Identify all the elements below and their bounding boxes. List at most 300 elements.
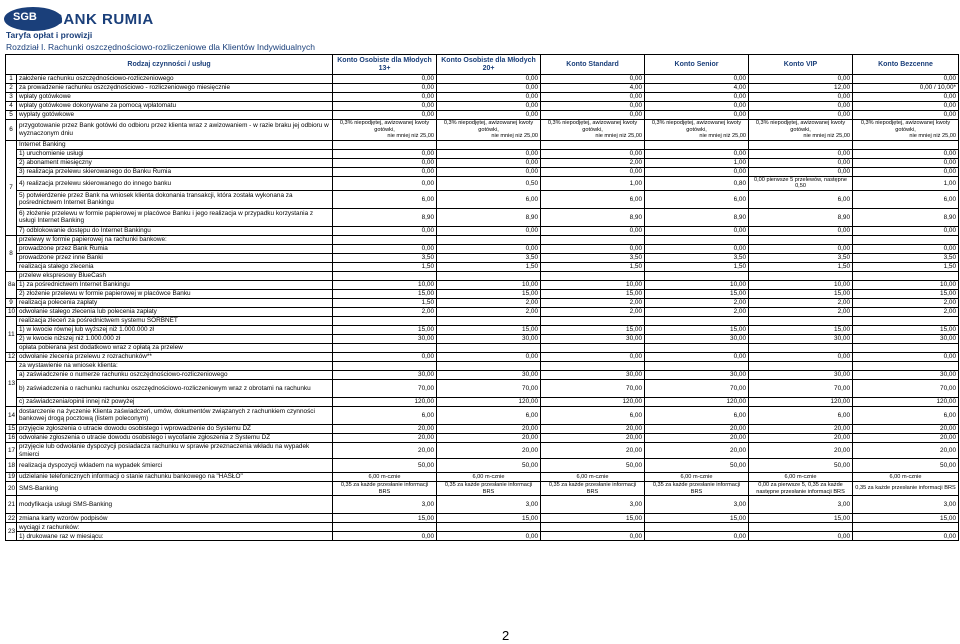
empty-cell bbox=[749, 316, 853, 325]
header-konto-20: Konto Osobiste dla Młodych 20+ bbox=[437, 55, 541, 75]
fee-cell: 0,00 bbox=[853, 75, 959, 84]
fee-cell-line: 0,3% niepodjętej, awizowanej kwoty gotówki, bbox=[339, 120, 430, 133]
fee-cell: 6,00 m-cznie bbox=[749, 473, 853, 482]
service-label: 6) złożenie przelewu w formie papierowej w placówce Banku i jego realizacja w przypadku korzystania z usługi Internet Banking bbox=[17, 208, 333, 226]
fee-cell: 0,00 bbox=[749, 226, 853, 235]
empty-cell bbox=[333, 235, 437, 244]
fee-cell: 0,00 bbox=[437, 158, 541, 167]
fee-cell: 15,00 bbox=[853, 514, 959, 523]
fee-cell: 70,00 bbox=[541, 379, 645, 397]
table-row bbox=[6, 298, 959, 307]
empty-cell bbox=[645, 316, 749, 325]
fee-cell: 0,00 bbox=[333, 352, 437, 361]
row-number: 6 bbox=[6, 120, 17, 141]
fee-cell bbox=[645, 120, 749, 141]
fee-cell: 70,00 bbox=[853, 379, 959, 397]
service-label: dostarczenie na życzenie Klienta zaświadczeń, umów, dokumentów związanych z rachunkiem czynności bankowej drogą pocztową (listem poleconym) bbox=[17, 406, 333, 424]
fee-cell: 50,00 bbox=[645, 459, 749, 473]
fee-cell: 0,00 bbox=[333, 111, 437, 120]
fee-cell: 0,35 za każde przesłanie informacji BRS bbox=[333, 482, 437, 496]
service-label: Internet Banking bbox=[17, 140, 333, 149]
fee-cell: 0,00 bbox=[645, 244, 749, 253]
fee-cell: 3,00 bbox=[541, 496, 645, 514]
service-label: modyfikacja usługi SMS-Banking bbox=[17, 496, 333, 514]
empty-cell bbox=[645, 523, 749, 532]
fee-cell: 12,00 bbox=[749, 84, 853, 93]
fee-cell: 6,00 bbox=[749, 190, 853, 208]
fee-cell: 1,50 bbox=[853, 262, 959, 271]
empty-cell bbox=[749, 140, 853, 149]
empty-cell bbox=[541, 140, 645, 149]
fee-cell: 1,50 bbox=[645, 262, 749, 271]
empty-cell bbox=[541, 523, 645, 532]
fee-cell: 15,00 bbox=[541, 514, 645, 523]
fee-cell: 20,00 bbox=[749, 442, 853, 458]
service-label: za wystawienie na wniosek klienta: bbox=[17, 361, 333, 370]
fee-cell: 0,00 bbox=[749, 111, 853, 120]
table-row bbox=[6, 208, 959, 226]
service-label: odwołanie zgłoszenia o utracie dowodu osobistego i wycofanie zgłoszenia z Systemu DZ bbox=[17, 433, 333, 442]
fee-cell: 0,00 bbox=[437, 84, 541, 93]
table-row bbox=[6, 316, 959, 325]
service-label: udzielanie telefonicznych informacji o stanie rachunku bankowego na "HASŁO" bbox=[17, 473, 333, 482]
fee-cell bbox=[333, 120, 437, 141]
row-number: 7 bbox=[6, 140, 17, 235]
fee-cell: 15,00 bbox=[437, 289, 541, 298]
fee-cell: 0,00 bbox=[333, 532, 437, 541]
fee-cell: 0,00 za pierwsze 5, 0,35 za każde następne przesłanie informacji BRS bbox=[749, 482, 853, 496]
fee-cell: 0,00 bbox=[853, 167, 959, 176]
fee-cell-line: 0,3% niepodjętej, awizowanej kwoty gotówki, bbox=[860, 120, 951, 133]
fee-cell: 2,00 bbox=[749, 298, 853, 307]
fee-cell: 30,00 bbox=[853, 334, 959, 343]
fee-cell: 3,50 bbox=[853, 253, 959, 262]
fee-cell: 0,00 bbox=[853, 102, 959, 111]
fee-cell: 0,35 za każde przesłanie informacji BRS bbox=[541, 482, 645, 496]
fee-cell: 0,00 bbox=[749, 158, 853, 167]
fee-cell: 120,00 bbox=[541, 397, 645, 406]
fee-cell: 15,00 bbox=[749, 289, 853, 298]
fee-cell: 20,00 bbox=[853, 424, 959, 433]
fee-cell: 30,00 bbox=[333, 370, 437, 379]
service-label: prowadzone przez Bank Rumia bbox=[17, 244, 333, 253]
empty-cell bbox=[749, 361, 853, 370]
fee-cell: 30,00 bbox=[541, 334, 645, 343]
empty-cell bbox=[645, 343, 749, 352]
table-row bbox=[6, 102, 959, 111]
fee-cell: 0,00 bbox=[645, 532, 749, 541]
fee-cell: 15,00 bbox=[645, 325, 749, 334]
fee-cell: 30,00 bbox=[645, 334, 749, 343]
table-row bbox=[6, 140, 959, 149]
table-row bbox=[6, 244, 959, 253]
table-row bbox=[6, 397, 959, 406]
fee-cell: 30,00 bbox=[645, 370, 749, 379]
fee-cell: 0,00 bbox=[749, 93, 853, 102]
fee-cell: 2,00 bbox=[437, 307, 541, 316]
empty-cell bbox=[853, 235, 959, 244]
header-service: Rodzaj czynności / usług bbox=[6, 55, 333, 75]
fee-cell: 0,00 bbox=[437, 167, 541, 176]
empty-cell bbox=[541, 271, 645, 280]
table-row bbox=[6, 271, 959, 280]
fee-cell: 8,90 bbox=[541, 208, 645, 226]
fee-cell: 0,00 bbox=[645, 167, 749, 176]
fee-cell: 30,00 bbox=[541, 370, 645, 379]
empty-cell bbox=[749, 343, 853, 352]
fee-cell: 0,00 bbox=[541, 226, 645, 235]
fee-cell: 2,00 bbox=[645, 307, 749, 316]
empty-cell bbox=[541, 235, 645, 244]
page-number: 2 bbox=[502, 628, 510, 643]
fee-cell: 6,00 bbox=[645, 190, 749, 208]
fee-cell: 20,00 bbox=[541, 433, 645, 442]
fee-cell: 1,00 bbox=[853, 176, 959, 190]
row-number: 16 bbox=[6, 433, 17, 442]
fee-cell: 6,00 bbox=[853, 406, 959, 424]
fee-cell: 6,00 m-cznie bbox=[437, 473, 541, 482]
fee-cell-line: nie mniej niż 25,00 bbox=[595, 133, 643, 140]
row-number: 1 bbox=[6, 75, 17, 84]
service-label: SMS-Banking bbox=[17, 482, 333, 496]
fee-cell: 3,00 bbox=[437, 496, 541, 514]
row-number: 8a bbox=[6, 271, 17, 298]
fee-cell-line: 0,3% niepodjętej, awizowanej kwoty gotówki, bbox=[651, 120, 742, 133]
fee-cell bbox=[437, 120, 541, 141]
fee-cell: 0,00 bbox=[749, 75, 853, 84]
fee-cell: 1,50 bbox=[541, 262, 645, 271]
fee-cell: 10,00 bbox=[333, 280, 437, 289]
fee-cell: 10,00 bbox=[645, 280, 749, 289]
service-label: b) zaświadczenia o rachunku rachunku oszczędnościowo-rozliczeniowym wraz z obrotami na rachunku bbox=[17, 379, 333, 397]
fee-cell: 3,00 bbox=[853, 496, 959, 514]
fee-table-body bbox=[6, 75, 959, 541]
fee-cell: 0,00 bbox=[853, 158, 959, 167]
table-row bbox=[6, 514, 959, 523]
table-row bbox=[6, 370, 959, 379]
fee-cell: 50,00 bbox=[541, 459, 645, 473]
fee-cell: 2,00 bbox=[645, 298, 749, 307]
service-label: odwołanie stałego zlecenia lub polecenia zapłaty bbox=[17, 307, 333, 316]
fee-cell: 0,00 bbox=[541, 102, 645, 111]
service-label: wpłaty gotówkowe dokonywane za pomocą wpłatomatu bbox=[17, 102, 333, 111]
fee-cell: 0,00 bbox=[541, 244, 645, 253]
fee-cell: 0,00 bbox=[437, 111, 541, 120]
service-label: 2) w kwocie niższej niż 1.000.000 zł bbox=[17, 334, 333, 343]
fee-cell: 15,00 bbox=[333, 325, 437, 334]
fee-cell: 6,00 m-cznie bbox=[541, 473, 645, 482]
fee-cell: 0,00 pierwsze 5 przelewów, następne 0,50 bbox=[749, 176, 853, 190]
fee-cell: 4,00 bbox=[645, 84, 749, 93]
fee-cell: 3,50 bbox=[749, 253, 853, 262]
row-number: 22 bbox=[6, 514, 17, 523]
fee-cell: 2,00 bbox=[541, 307, 645, 316]
fee-cell: 0,50 bbox=[437, 176, 541, 190]
empty-cell bbox=[333, 140, 437, 149]
row-number: 10 bbox=[6, 307, 17, 316]
empty-cell bbox=[437, 140, 541, 149]
fee-cell: 6,00 m-cznie bbox=[853, 473, 959, 482]
fee-cell: 3,50 bbox=[645, 253, 749, 262]
fee-cell: 0,00 bbox=[853, 93, 959, 102]
service-label: 1) drukowane raz w miesiącu: bbox=[17, 532, 333, 541]
fee-cell: 0,00 bbox=[749, 102, 853, 111]
fee-cell: 10,00 bbox=[749, 280, 853, 289]
fee-cell: 0,00 bbox=[645, 102, 749, 111]
fee-cell: 0,00 bbox=[437, 244, 541, 253]
fee-cell: 0,00 bbox=[437, 102, 541, 111]
header-konto-vip: Konto VIP bbox=[749, 55, 853, 75]
table-row bbox=[6, 523, 959, 532]
empty-cell bbox=[437, 343, 541, 352]
empty-cell bbox=[333, 316, 437, 325]
service-label: a) zaświadczenie o numerze rachunku oszczędnościowo-rozliczeniowego bbox=[17, 370, 333, 379]
fee-cell-line: 0,3% niepodjętej, awizowanej kwoty gotówki, bbox=[547, 120, 638, 133]
header-konto-standard: Konto Standard bbox=[541, 55, 645, 75]
fee-cell: 0,00 bbox=[853, 226, 959, 235]
fee-cell: 0,00 bbox=[333, 167, 437, 176]
fee-cell: 50,00 bbox=[853, 459, 959, 473]
logo-sgb: SGB bbox=[13, 11, 37, 23]
fee-cell: 6,00 bbox=[541, 406, 645, 424]
fee-cell: 70,00 bbox=[333, 379, 437, 397]
table-row bbox=[6, 280, 959, 289]
service-label: przyjęcie zgłoszenia o utracie dowodu osobistego i wprowadzenie do Systemu DZ bbox=[17, 424, 333, 433]
row-number: 15 bbox=[6, 424, 17, 433]
fee-cell: 3,50 bbox=[541, 253, 645, 262]
table-row bbox=[6, 307, 959, 316]
service-label: wypłaty gotówkowe bbox=[17, 111, 333, 120]
row-number: 4 bbox=[6, 102, 17, 111]
fee-cell: 0,00 bbox=[749, 149, 853, 158]
table-row bbox=[6, 120, 959, 141]
service-label: 2) złożenie przelewu w formie papierowej w placówce Banku bbox=[17, 289, 333, 298]
table-row bbox=[6, 442, 959, 458]
fee-cell: 120,00 bbox=[437, 397, 541, 406]
fee-cell: 0,00 bbox=[541, 93, 645, 102]
service-label: prowadzone przez inne Banki bbox=[17, 253, 333, 262]
fee-cell: 15,00 bbox=[749, 325, 853, 334]
fee-cell: 0,00 bbox=[333, 84, 437, 93]
fee-cell: 1,50 bbox=[333, 298, 437, 307]
empty-cell bbox=[541, 316, 645, 325]
fee-cell: 0,35 za każde przesłanie informacji BRS bbox=[645, 482, 749, 496]
fee-cell-line: 0,3% niepodjętej, awizowanej kwoty gotówki, bbox=[443, 120, 534, 133]
fee-cell: 20,00 bbox=[333, 442, 437, 458]
header-konto-13: Konto Osobiste dla Młodych 13+ bbox=[333, 55, 437, 75]
fee-cell: 30,00 bbox=[333, 334, 437, 343]
fee-cell: 2,00 bbox=[749, 307, 853, 316]
service-label: 1) uruchomienie usługi bbox=[17, 149, 333, 158]
service-label: 5) potwierdzenie przez Bank na wniosek klienta dokonania transakcji, która została wykonana za pośrednictwem Internet Bankingu bbox=[17, 190, 333, 208]
fee-cell: 0,00 bbox=[437, 226, 541, 235]
row-number: 3 bbox=[6, 93, 17, 102]
table-row bbox=[6, 176, 959, 190]
fee-cell: 6,00 bbox=[437, 406, 541, 424]
row-number: 14 bbox=[6, 406, 17, 424]
fee-cell: 8,90 bbox=[749, 208, 853, 226]
row-number: 19 bbox=[6, 473, 17, 482]
fee-cell: 30,00 bbox=[853, 370, 959, 379]
fee-cell: 0,00 bbox=[541, 352, 645, 361]
empty-cell bbox=[853, 316, 959, 325]
fee-cell: 6,00 bbox=[333, 406, 437, 424]
table-row bbox=[6, 424, 959, 433]
document-title: Taryfa opłat i prowizji bbox=[6, 30, 93, 40]
table-row bbox=[6, 459, 959, 473]
fee-cell: 6,00 bbox=[541, 190, 645, 208]
fee-cell: 0,00 bbox=[333, 176, 437, 190]
fee-cell: 15,00 bbox=[853, 325, 959, 334]
row-number: 8 bbox=[6, 235, 17, 271]
empty-cell bbox=[541, 361, 645, 370]
fee-cell: 0,00 bbox=[333, 75, 437, 84]
row-number: 13 bbox=[6, 361, 17, 406]
fee-cell: 120,00 bbox=[853, 397, 959, 406]
logo-bank-name: BANK RUMIA bbox=[52, 11, 154, 28]
fee-cell: 6,00 bbox=[645, 406, 749, 424]
fee-cell: 15,00 bbox=[541, 289, 645, 298]
empty-cell bbox=[541, 343, 645, 352]
service-label: 7) odblokowanie dostępu do Internet Bankingu bbox=[17, 226, 333, 235]
fee-cell: 15,00 bbox=[437, 514, 541, 523]
fee-cell: 15,00 bbox=[437, 325, 541, 334]
service-label: 4) realizacja przelewu skierowanego do innego banku bbox=[17, 176, 333, 190]
service-label: 2) abonament miesięczny bbox=[17, 158, 333, 167]
fee-cell: 15,00 bbox=[541, 325, 645, 334]
fee-cell: 6,00 m-cznie bbox=[333, 473, 437, 482]
empty-cell bbox=[333, 523, 437, 532]
table-row bbox=[6, 496, 959, 514]
fee-cell: 1,00 bbox=[541, 176, 645, 190]
table-row bbox=[6, 253, 959, 262]
table-row bbox=[6, 149, 959, 158]
fee-cell: 20,00 bbox=[645, 424, 749, 433]
service-label: wyciągi z rachunków: bbox=[17, 523, 333, 532]
fee-cell: 3,50 bbox=[437, 253, 541, 262]
fee-cell: 10,00 bbox=[853, 280, 959, 289]
service-label: opłata pobierana jest dodatkowo wraz z opłatą za przelew bbox=[17, 343, 333, 352]
fee-cell: 20,00 bbox=[541, 424, 645, 433]
service-label: za prowadzenie rachunku oszczędnościowo - rozliczeniowego miesięcznie bbox=[17, 84, 333, 93]
fee-cell: 0,00 bbox=[645, 93, 749, 102]
fee-cell-line: nie mniej niż 25,00 bbox=[909, 133, 957, 140]
fee-cell-line: nie mniej niż 25,00 bbox=[491, 133, 539, 140]
fee-cell: 20,00 bbox=[333, 424, 437, 433]
fee-cell: 0,00 bbox=[333, 149, 437, 158]
fee-cell: 70,00 bbox=[749, 379, 853, 397]
fee-cell: 0,00 bbox=[749, 532, 853, 541]
row-number: 20 bbox=[6, 482, 17, 496]
fee-cell: 0,00 bbox=[853, 244, 959, 253]
table-row bbox=[6, 84, 959, 93]
empty-cell bbox=[437, 361, 541, 370]
row-number: 17 bbox=[6, 442, 17, 458]
fee-cell: 0,00 bbox=[749, 167, 853, 176]
empty-cell bbox=[853, 361, 959, 370]
fee-cell: 8,90 bbox=[645, 208, 749, 226]
fee-cell: 50,00 bbox=[333, 459, 437, 473]
fee-cell: 20,00 bbox=[853, 442, 959, 458]
empty-cell bbox=[749, 271, 853, 280]
fee-cell: 3,00 bbox=[749, 496, 853, 514]
service-label: zmiana karty wzorów podpisów bbox=[17, 514, 333, 523]
fee-cell: 0,00 / 10,00* bbox=[853, 84, 959, 93]
fee-cell: 3,00 bbox=[333, 496, 437, 514]
fee-cell: 2,00 bbox=[541, 158, 645, 167]
empty-cell bbox=[853, 271, 959, 280]
table-row bbox=[6, 75, 959, 84]
fee-cell: 10,00 bbox=[541, 280, 645, 289]
table-row bbox=[6, 235, 959, 244]
service-label: 3) realizacja przelewu skierowanego do Banku Rumia bbox=[17, 167, 333, 176]
fee-cell: 0,00 bbox=[645, 75, 749, 84]
fee-cell-line: nie mniej niż 25,00 bbox=[699, 133, 747, 140]
table-row bbox=[6, 262, 959, 271]
table-row bbox=[6, 352, 959, 361]
fee-cell: 3,00 bbox=[645, 496, 749, 514]
fee-cell: 50,00 bbox=[437, 459, 541, 473]
fee-cell: 2,00 bbox=[333, 307, 437, 316]
fee-cell: 0,00 bbox=[541, 532, 645, 541]
fee-cell: 4,00 bbox=[541, 84, 645, 93]
section-title: Rozdział I. Rachunki oszczędnościowo-rozliczeniowe dla Klientów Indywidualnych bbox=[6, 42, 315, 52]
fee-cell: 0,00 bbox=[853, 111, 959, 120]
fee-cell-line: nie mniej niż 25,00 bbox=[803, 133, 851, 140]
row-number: 11 bbox=[6, 316, 17, 352]
empty-cell bbox=[437, 271, 541, 280]
fee-cell-line: 0,3% niepodjętej, awizowanej kwoty gotówki, bbox=[755, 120, 846, 133]
empty-cell bbox=[645, 271, 749, 280]
fee-cell: 0,00 bbox=[541, 111, 645, 120]
fee-cell: 20,00 bbox=[749, 433, 853, 442]
fee-cell: 30,00 bbox=[437, 334, 541, 343]
row-number: 23 bbox=[6, 523, 17, 541]
fee-cell bbox=[749, 120, 853, 141]
empty-cell bbox=[437, 523, 541, 532]
fee-cell: 2,00 bbox=[853, 307, 959, 316]
table-row bbox=[6, 93, 959, 102]
fee-cell: 1,50 bbox=[749, 262, 853, 271]
fee-cell-line: nie mniej niż 25,00 bbox=[387, 133, 435, 140]
empty-cell bbox=[333, 361, 437, 370]
fee-cell: 30,00 bbox=[749, 334, 853, 343]
empty-cell bbox=[645, 235, 749, 244]
fee-cell: 20,00 bbox=[437, 442, 541, 458]
table-row bbox=[6, 473, 959, 482]
fee-cell: 0,00 bbox=[333, 226, 437, 235]
service-label: przygotowanie przez Bank gotówki do odbioru przez klienta wraz z awizowaniem - w razie braku jej odbioru w wyznaczonym dniu bbox=[17, 120, 333, 141]
service-label: 1) za pośrednictwem Internet Bankingu bbox=[17, 280, 333, 289]
fee-cell: 15,00 bbox=[333, 514, 437, 523]
table-row bbox=[6, 190, 959, 208]
fee-cell: 15,00 bbox=[645, 514, 749, 523]
fee-cell: 0,00 bbox=[541, 75, 645, 84]
fee-cell: 1,50 bbox=[333, 262, 437, 271]
fee-cell: 1,50 bbox=[437, 262, 541, 271]
header-konto-bezcenne: Konto Bezcenne bbox=[853, 55, 959, 75]
empty-cell bbox=[749, 523, 853, 532]
fee-cell: 15,00 bbox=[749, 514, 853, 523]
fee-cell: 20,00 bbox=[437, 433, 541, 442]
fee-cell: 20,00 bbox=[333, 433, 437, 442]
fee-cell: 20,00 bbox=[437, 424, 541, 433]
table-row bbox=[6, 379, 959, 397]
table-row bbox=[6, 325, 959, 334]
fee-cell: 20,00 bbox=[645, 433, 749, 442]
fee-cell: 0,00 bbox=[645, 111, 749, 120]
fee-cell: 3,50 bbox=[333, 253, 437, 262]
